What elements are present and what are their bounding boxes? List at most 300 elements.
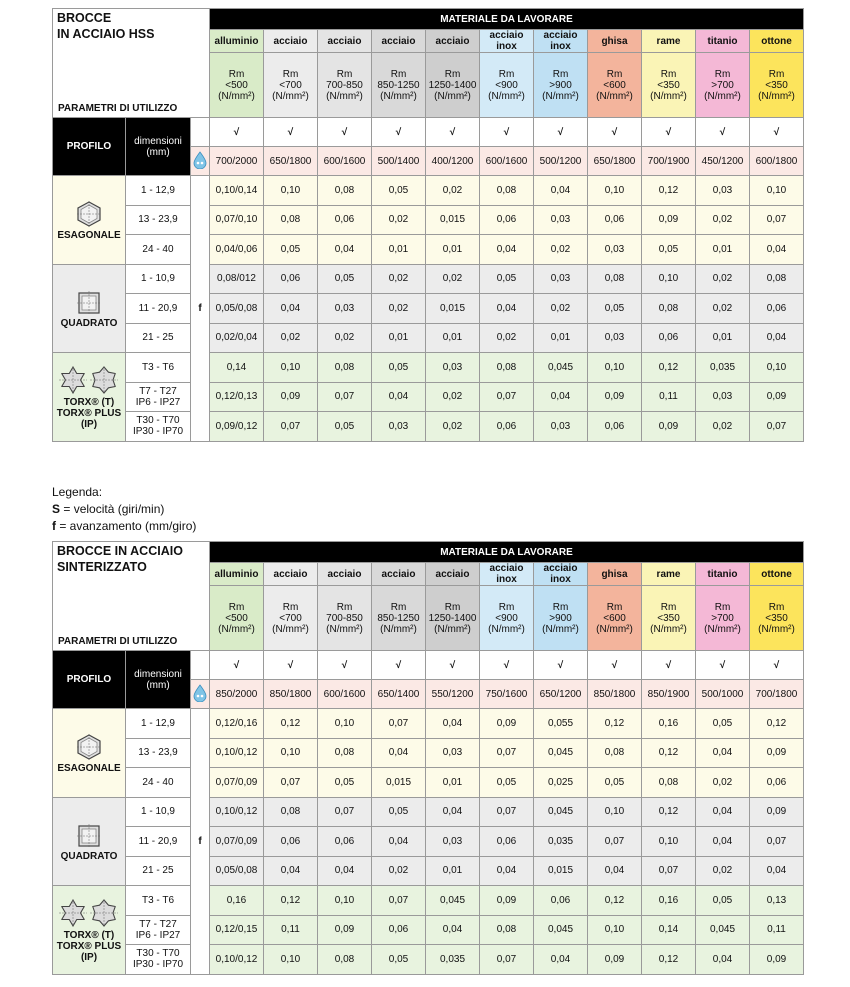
material-check: √ — [588, 118, 642, 147]
feed-value: 0,01 — [372, 323, 426, 353]
material-rm — [750, 586, 804, 651]
feed-value: 0,045 — [534, 915, 588, 945]
feed-value: 0,09 — [642, 205, 696, 235]
feed-value: 0,12 — [642, 797, 696, 827]
table-title: BROCCE IN ACCIAIO SINTERIZZATO — [57, 544, 183, 574]
feed-value: 0,09 — [480, 709, 534, 739]
table-row — [53, 235, 804, 265]
feed-value: 0,07 — [318, 797, 372, 827]
feed-value: 0,04 — [372, 738, 426, 768]
feed-value: 0,01 — [372, 235, 426, 265]
material-name: acciaio inox — [480, 563, 534, 586]
feed-value: 0,16 — [210, 886, 264, 916]
feed-value: 0,07 — [372, 709, 426, 739]
speed-value: 400/1200 — [426, 147, 480, 176]
speed-value: 650/1800 — [588, 147, 642, 176]
material-check: √ — [696, 651, 750, 680]
feed-value: 0,12 — [750, 709, 804, 739]
feed-value: 0,04 — [480, 235, 534, 265]
feed-value: 0,04 — [426, 915, 480, 945]
speed-value: 650/1400 — [372, 680, 426, 709]
table-row — [53, 827, 804, 857]
table-row — [53, 294, 804, 324]
dimension-range: T7 - T27 IP6 - IP27 — [126, 915, 191, 945]
feed-value: 0,10 — [264, 945, 318, 975]
material-check: √ — [318, 118, 372, 147]
material-rm-text: Rm 700-850 (N/mm²) — [326, 601, 363, 635]
feed-value: 0,02 — [534, 235, 588, 265]
material-rm — [318, 53, 372, 118]
feed-value: 0,11 — [642, 382, 696, 412]
feed-value: 0,10/0,12 — [210, 738, 264, 768]
feed-value: 0,05 — [588, 768, 642, 798]
feed-value: 0,05 — [318, 264, 372, 294]
material-name: acciaio — [372, 30, 426, 53]
material-check: √ — [210, 651, 264, 680]
feed-value: 0,09 — [750, 797, 804, 827]
feed-value: 0,02 — [480, 323, 534, 353]
dimension-range: 24 - 40 — [126, 235, 191, 265]
feed-value: 0,09 — [588, 945, 642, 975]
dimension-range: 21 - 25 — [126, 323, 191, 353]
feed-value: 0,04 — [426, 797, 480, 827]
feed-value: 0,07 — [264, 412, 318, 442]
profile-label: TORX® (T) TORX® PLUS (IP) — [56, 397, 122, 431]
feed-value: 0,06 — [264, 264, 318, 294]
feed-value: 0,07 — [480, 945, 534, 975]
feed-value: 0,03 — [534, 205, 588, 235]
material-name: ottone — [750, 563, 804, 586]
feed-value: 0,03 — [426, 353, 480, 383]
table-title-cell — [53, 9, 210, 118]
dimension-range: T3 - T6 — [126, 353, 191, 383]
coolant-cell — [191, 147, 210, 176]
feed-value: 0,02 — [426, 176, 480, 206]
feed-value: 0,01 — [696, 235, 750, 265]
feed-value: 0,12/0,13 — [210, 382, 264, 412]
material-rm-text: Rm 850-1250 (N/mm²) — [377, 68, 420, 102]
profile-header: PROFILO — [53, 651, 126, 709]
material-rm-text: Rm 700-850 (N/mm²) — [326, 68, 363, 102]
material-name: acciaio inox — [534, 563, 588, 586]
dimension-range: T30 - T70 IP30 - IP70 — [126, 412, 191, 442]
profile-hexagonal — [53, 709, 126, 798]
material-name: titanio — [696, 563, 750, 586]
feed-value: 0,04 — [696, 827, 750, 857]
speed-value: 500/1000 — [696, 680, 750, 709]
speed-value: 600/1600 — [318, 680, 372, 709]
material-check: √ — [534, 118, 588, 147]
feed-value: 0,10 — [750, 176, 804, 206]
coolant-drop-icon — [193, 151, 207, 169]
speed-value: 700/1800 — [750, 680, 804, 709]
table-row — [53, 797, 804, 827]
feed-value: 0,08 — [264, 205, 318, 235]
feed-value: 0,02 — [534, 294, 588, 324]
feed-value: 0,12 — [642, 353, 696, 383]
material-check: √ — [750, 651, 804, 680]
coolant-drop-icon — [193, 684, 207, 702]
material-check: √ — [426, 651, 480, 680]
feed-value: 0,07 — [318, 382, 372, 412]
feed-value: 0,05 — [264, 235, 318, 265]
feed-value: 0,05 — [642, 235, 696, 265]
material-check: √ — [696, 118, 750, 147]
dimension-range: 1 - 12,9 — [126, 176, 191, 206]
feed-value: 0,08 — [480, 915, 534, 945]
feed-value: 0,05 — [696, 709, 750, 739]
material-name: acciaio — [372, 563, 426, 586]
material-rm-text: Rm >700 (N/mm²) — [704, 601, 741, 635]
feed-value: 0,08 — [750, 264, 804, 294]
profile-hexagonal — [53, 176, 126, 265]
feed-value: 0,02 — [426, 382, 480, 412]
legend-feed-text: = avanzamento (mm/giro) — [56, 519, 197, 533]
feed-value: 0,12 — [642, 176, 696, 206]
legend-feed-letter: f — [52, 519, 56, 533]
feed-value: 0,07 — [750, 412, 804, 442]
feed-value: 0,015 — [372, 768, 426, 798]
feed-value: 0,01 — [534, 323, 588, 353]
material-rm-text: Rm >700 (N/mm²) — [704, 68, 741, 102]
square-profile-icon — [76, 823, 102, 849]
material-rm-text: Rm >900 (N/mm²) — [542, 601, 579, 635]
legend-speed-letter: S — [52, 502, 61, 516]
feed-value: 0,015 — [426, 205, 480, 235]
speed-value: 600/1600 — [480, 147, 534, 176]
feed-value: 0,05 — [318, 768, 372, 798]
feed-value: 0,05 — [588, 294, 642, 324]
feed-value: 0,10 — [588, 353, 642, 383]
feed-value: 0,06 — [642, 323, 696, 353]
material-rm — [264, 53, 318, 118]
feed-value: 0,06 — [480, 205, 534, 235]
feed-value: 0,07 — [750, 827, 804, 857]
feed-value: 0,08 — [588, 264, 642, 294]
material-check: √ — [264, 118, 318, 147]
material-rm-text: Rm <500 (N/mm²) — [218, 68, 255, 102]
legend-title: Legenda: — [52, 485, 103, 499]
feed-value: 0,12/0,16 — [210, 709, 264, 739]
profile-torx — [53, 353, 126, 442]
feed-value: 0,10/0,14 — [210, 176, 264, 206]
feed-value: 0,03 — [426, 827, 480, 857]
table-title: BROCCE IN ACCIAIO HSS — [57, 11, 155, 41]
feed-value: 0,09 — [588, 382, 642, 412]
feed-value: 0,02 — [696, 768, 750, 798]
torx-profile-icon — [58, 365, 120, 395]
hexagon-profile-icon — [76, 733, 102, 761]
feed-value: 0,04 — [264, 856, 318, 886]
feed-value: 0,05/0,08 — [210, 856, 264, 886]
feed-value: 0,09/0,12 — [210, 412, 264, 442]
material-rm-text: Rm <600 (N/mm²) — [596, 601, 633, 635]
legend-feed — [52, 518, 196, 535]
material-name: ghisa — [588, 30, 642, 53]
feed-value: 0,10 — [588, 915, 642, 945]
feed-value: 0,02 — [696, 856, 750, 886]
profile-label: ESAGONALE — [57, 763, 121, 775]
feed-value: 0,12 — [642, 945, 696, 975]
feed-value: 0,14 — [642, 915, 696, 945]
feed-value: 0,06 — [588, 205, 642, 235]
feed-value: 0,04 — [534, 176, 588, 206]
material-rm — [750, 53, 804, 118]
feed-value: 0,04 — [750, 856, 804, 886]
feed-value: 0,03 — [426, 738, 480, 768]
feed-label: f — [191, 709, 210, 975]
legend-speed-text: = velocità (giri/min) — [60, 502, 165, 516]
material-check: √ — [426, 118, 480, 147]
feed-value: 0,04 — [750, 323, 804, 353]
feed-value: 0,07 — [480, 738, 534, 768]
feed-value: 0,09 — [750, 945, 804, 975]
feed-value: 0,04 — [480, 856, 534, 886]
material-name: ottone — [750, 30, 804, 53]
material-name: alluminio — [210, 563, 264, 586]
material-name: acciaio inox — [534, 30, 588, 53]
feed-value: 0,08 — [642, 294, 696, 324]
feed-value: 0,12 — [588, 886, 642, 916]
material-rm — [588, 53, 642, 118]
feed-value: 0,02/0,04 — [210, 323, 264, 353]
feed-value: 0,03 — [318, 294, 372, 324]
material-rm-text: Rm <350 (N/mm²) — [758, 601, 795, 635]
feed-value: 0,08 — [318, 176, 372, 206]
feed-value: 0,02 — [696, 264, 750, 294]
feed-value: 0,04 — [750, 235, 804, 265]
feed-value: 0,02 — [426, 264, 480, 294]
dimension-range: 1 - 10,9 — [126, 264, 191, 294]
feed-value: 0,04 — [534, 945, 588, 975]
feed-value: 0,06 — [480, 827, 534, 857]
material-rm-text: Rm <500 (N/mm²) — [218, 601, 255, 635]
legend-speed — [52, 501, 196, 518]
feed-value: 0,08 — [642, 768, 696, 798]
material-check: √ — [750, 118, 804, 147]
material-check: √ — [264, 651, 318, 680]
feed-value: 0,08 — [264, 797, 318, 827]
feed-value: 0,02 — [696, 205, 750, 235]
feed-value: 0,04 — [426, 709, 480, 739]
feed-value: 0,05 — [696, 886, 750, 916]
feed-value: 0,035 — [426, 945, 480, 975]
material-rm-text: Rm <900 (N/mm²) — [488, 68, 525, 102]
feed-value: 0,10 — [750, 353, 804, 383]
material-check: √ — [372, 651, 426, 680]
feed-value: 0,05 — [372, 945, 426, 975]
feed-value: 0,035 — [534, 827, 588, 857]
feed-value: 0,10 — [588, 797, 642, 827]
params-label: PARAMETRI DI UTILIZZO — [58, 636, 178, 647]
feed-label: f — [191, 176, 210, 442]
feed-value: 0,16 — [642, 886, 696, 916]
feed-value: 0,08 — [588, 738, 642, 768]
feed-value: 0,09 — [750, 738, 804, 768]
feed-value: 0,04 — [588, 856, 642, 886]
material-rm — [588, 586, 642, 651]
feed-value: 0,10 — [264, 353, 318, 383]
material-rm — [264, 586, 318, 651]
feed-value: 0,12/0,15 — [210, 915, 264, 945]
feed-value: 0,04 — [264, 294, 318, 324]
feed-value: 0,02 — [372, 294, 426, 324]
square-profile-icon — [76, 290, 102, 316]
speed-value: 750/1600 — [480, 680, 534, 709]
profile-label: QUADRATO — [60, 850, 118, 862]
feed-value: 0,10/0,12 — [210, 797, 264, 827]
material-rm — [210, 586, 264, 651]
feed-value: 0,10 — [318, 886, 372, 916]
material-rm — [534, 586, 588, 651]
material-rm-text: Rm 1250-1400 (N/mm²) — [428, 601, 477, 635]
feed-value: 0,01 — [426, 323, 480, 353]
feed-value: 0,08 — [480, 353, 534, 383]
profile-square — [53, 264, 126, 353]
material-rm — [696, 53, 750, 118]
feed-value: 0,06 — [534, 886, 588, 916]
feed-value: 0,07 — [480, 382, 534, 412]
material-rm-text: Rm <350 (N/mm²) — [650, 68, 687, 102]
material-name: titanio — [696, 30, 750, 53]
material-check: √ — [642, 118, 696, 147]
table-row — [53, 886, 804, 916]
legend — [52, 484, 196, 535]
feed-value: 0,045 — [534, 797, 588, 827]
material-rm-text: Rm <700 (N/mm²) — [272, 601, 309, 635]
feed-value: 0,02 — [372, 205, 426, 235]
feed-value: 0,04 — [534, 382, 588, 412]
table-title-cell — [53, 542, 210, 651]
feed-value: 0,10 — [264, 176, 318, 206]
material-rm — [426, 586, 480, 651]
material-name: alluminio — [210, 30, 264, 53]
speed-value: 850/1800 — [264, 680, 318, 709]
speed-value: 850/2000 — [210, 680, 264, 709]
feed-value: 0,02 — [372, 264, 426, 294]
feed-value: 0,05 — [318, 412, 372, 442]
feed-value: 0,05 — [480, 264, 534, 294]
material-name: acciaio — [264, 30, 318, 53]
dimension-range: T3 - T6 — [126, 886, 191, 916]
dimension-range: 11 - 20,9 — [126, 827, 191, 857]
material-name: ghisa — [588, 563, 642, 586]
feed-value: 0,07 — [264, 768, 318, 798]
feed-value: 0,09 — [750, 382, 804, 412]
feed-value: 0,01 — [426, 235, 480, 265]
speed-value: 850/1900 — [642, 680, 696, 709]
feed-value: 0,05 — [372, 797, 426, 827]
params-label: PARAMETRI DI UTILIZZO — [58, 103, 178, 114]
dimension-range: 1 - 12,9 — [126, 709, 191, 739]
torx-profile-icon — [58, 898, 120, 928]
material-rm — [318, 586, 372, 651]
feed-value: 0,09 — [480, 886, 534, 916]
feed-value: 0,01 — [696, 323, 750, 353]
table-row — [53, 382, 804, 412]
material-rm-text: Rm >900 (N/mm²) — [542, 68, 579, 102]
feed-value: 0,045 — [426, 886, 480, 916]
table-row — [53, 915, 804, 945]
feed-value: 0,09 — [264, 382, 318, 412]
feed-value: 0,08 — [480, 176, 534, 206]
material-check: √ — [480, 118, 534, 147]
material-rm-text: Rm <700 (N/mm²) — [272, 68, 309, 102]
feed-value: 0,03 — [588, 323, 642, 353]
feed-value: 0,02 — [696, 412, 750, 442]
feed-value: 0,11 — [264, 915, 318, 945]
feed-value: 0,14 — [210, 353, 264, 383]
material-rm — [372, 53, 426, 118]
feed-value: 0,04/0,06 — [210, 235, 264, 265]
dimension-range: 24 - 40 — [126, 768, 191, 798]
profile-label: TORX® (T) TORX® PLUS (IP) — [56, 930, 122, 964]
material-rm — [210, 53, 264, 118]
feed-value: 0,09 — [642, 412, 696, 442]
profile-square — [53, 797, 126, 886]
material-rm-text: Rm <350 (N/mm²) — [758, 68, 795, 102]
feed-value: 0,06 — [318, 827, 372, 857]
feed-value: 0,02 — [264, 323, 318, 353]
table-row — [53, 738, 804, 768]
material-rm — [534, 53, 588, 118]
feed-value: 0,12 — [264, 709, 318, 739]
dimension-range: 21 - 25 — [126, 856, 191, 886]
dimensions-header: dimensioni (mm) — [126, 651, 191, 709]
feed-value: 0,035 — [696, 353, 750, 383]
feed-value: 0,04 — [318, 235, 372, 265]
feed-value: 0,07/0,09 — [210, 827, 264, 857]
material-name: acciaio inox — [480, 30, 534, 53]
table-row — [53, 768, 804, 798]
speed-value: 450/1200 — [696, 147, 750, 176]
dimensions-header: dimensioni (mm) — [126, 118, 191, 176]
speed-value: 550/1200 — [426, 680, 480, 709]
profile-header: PROFILO — [53, 118, 126, 176]
material-check: √ — [372, 118, 426, 147]
feed-value: 0,06 — [264, 827, 318, 857]
feed-value: 0,11 — [750, 915, 804, 945]
feed-value: 0,08/012 — [210, 264, 264, 294]
feed-value: 0,01 — [426, 768, 480, 798]
material-rm — [480, 586, 534, 651]
dimension-range: T30 - T70 IP30 - IP70 — [126, 945, 191, 975]
feed-value: 0,07 — [372, 886, 426, 916]
feed-value: 0,015 — [534, 856, 588, 886]
material-header: MATERIALE DA LAVORARE — [210, 542, 804, 563]
drill-table-1 — [52, 8, 804, 442]
feed-value: 0,04 — [696, 945, 750, 975]
feed-value: 0,10 — [588, 176, 642, 206]
profile-label: QUADRATO — [60, 317, 118, 329]
dimension-range: T7 - T27 IP6 - IP27 — [126, 382, 191, 412]
feed-value: 0,03 — [696, 176, 750, 206]
coolant-cell — [191, 680, 210, 709]
feed-value: 0,04 — [372, 382, 426, 412]
feed-value: 0,07/0,10 — [210, 205, 264, 235]
feed-value: 0,10 — [642, 827, 696, 857]
dimension-range: 1 - 10,9 — [126, 797, 191, 827]
feed-value: 0,05 — [372, 353, 426, 383]
material-name: acciaio — [426, 563, 480, 586]
feed-value: 0,02 — [426, 412, 480, 442]
check-blank-cell — [191, 118, 210, 147]
material-rm — [642, 53, 696, 118]
feed-value: 0,08 — [318, 353, 372, 383]
feed-value: 0,06 — [480, 412, 534, 442]
feed-value: 0,12 — [588, 709, 642, 739]
material-check: √ — [534, 651, 588, 680]
